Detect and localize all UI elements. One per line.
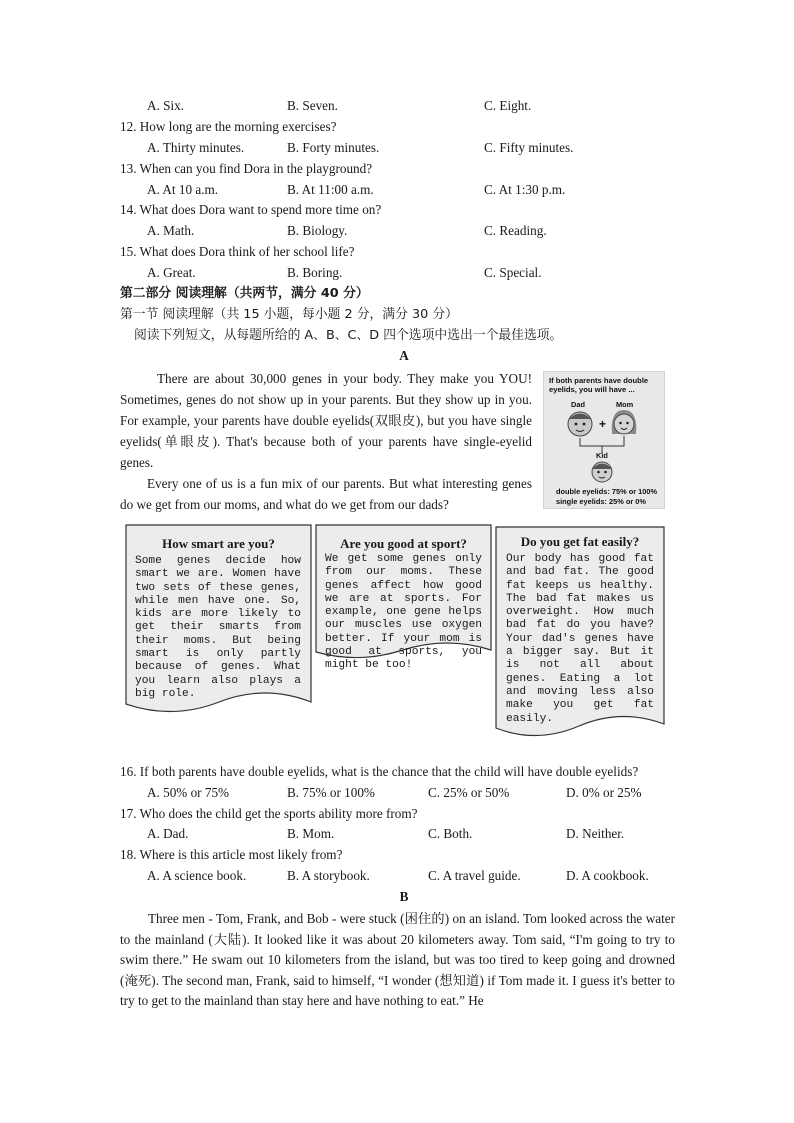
q15-option-a: A. Great. — [147, 265, 196, 280]
q13-stem: 13. When can you find Dora in the playground? — [120, 161, 373, 176]
box-sport-text: We get some genes only from our moms. These genes affect how good we are at sports. For example, one gene helps our muscles use oxygen better. If your mom is good at sports, you might be too! — [325, 553, 482, 672]
q18-option-c: C. A travel guide. — [428, 868, 521, 883]
figure-heading: If both parents have double eyelids, you will have ... — [549, 376, 649, 394]
eyelid-genetics-figure — [543, 371, 665, 509]
info-box-fat — [495, 526, 665, 748]
section1-heading: 第一节 阅读理解（共 15 小题，每小题 2 分，满分 30 分） — [120, 307, 458, 322]
figure-stat-single: single eyelids: 25% or 0% — [556, 497, 646, 506]
info-box-sport — [315, 524, 492, 672]
q15-stem: 15. What does Dora think of her school life? — [120, 244, 355, 259]
box-sport-title: Are you good at sport? — [340, 536, 467, 551]
box-fat-title: Do you get fat easily? — [520, 534, 640, 549]
q12-stem: 12. How long are the morning exercises? — [120, 119, 337, 134]
q14-option-c: C. Reading. — [484, 223, 547, 238]
q17-option-a: A. Dad. — [147, 826, 189, 841]
q11-option-c: C. Eight. — [484, 98, 532, 113]
q13-option-b: B. At 11:00 a.m. — [287, 182, 374, 197]
figure-mom-label: Mom — [616, 400, 634, 409]
figure-kid-label: Kid — [596, 451, 608, 460]
figure-stat-double: double eyelids: 75% or 100% — [556, 487, 658, 496]
q13-option-a: A. At 10 a.m. — [147, 182, 219, 197]
kid-face-icon — [592, 462, 612, 482]
q16-option-a: A. 50% or 75% — [147, 785, 230, 800]
box-fat-text: Our body has good fat and bad fat. The good fat keeps us healthy. The bad fat makes us overweight. How much bad fat do you have? Your dad's genes have a bigger say. But it is not all about genes. Eating a lot and moving less also make you get fat easily. — [506, 553, 654, 725]
box-smart-text: Some genes decide how smart we are. Women have two sets of these genes, while men have one. So, kids are more likely to get their smarts from their moms. But being smart is only partly because of genes. What you learn also plays a big role. — [135, 555, 301, 700]
passage-a-paragraph-1: There are about 30,000 genes in your body. They make you YOU! Sometimes, genes do not show up in your parents. But they show up in you. For example, your parents have double eyelids(双眼皮), but you have single eyelids(单眼皮). That's because both of your parents have single-eyelid genes. — [120, 371, 532, 470]
q17-option-b: B. Mom. — [287, 826, 335, 841]
q13-option-c: C. At 1:30 p.m. — [484, 182, 566, 197]
q17-option-c: C. Both. — [428, 826, 473, 841]
q16-stem: 16. If both parents have double eyelids, what is the chance that the child will have double eyelids? — [120, 764, 639, 779]
q14-stem: 14. What does Dora want to spend more time on? — [120, 202, 382, 217]
q16-option-c: C. 25% or 50% — [428, 785, 510, 800]
q16-option-b: B. 75% or 100% — [287, 785, 375, 800]
q16-option-d: D. 0% or 25% — [566, 785, 642, 800]
plus-icon: + — [599, 417, 607, 431]
mom-face-icon — [612, 410, 637, 434]
dad-face-icon — [568, 412, 592, 436]
instruction: 阅读下列短文，从每题所给的 A、B、C、D 四个选项中选出一个最佳选项。 — [134, 328, 563, 343]
q17-stem: 17. Who does the child get the sports ability more from? — [120, 806, 418, 821]
passage-b-label: B — [399, 889, 409, 904]
q18-option-b: B. A storybook. — [287, 868, 370, 883]
q15-option-b: B. Boring. — [287, 265, 343, 280]
passage-a-paragraph-2: Every one of us is a fun mix of our parents. But what interesting genes do we get from our moms, and what do we get from our dads? — [120, 476, 532, 512]
q15-option-c: C. Special. — [484, 265, 542, 280]
q14-option-a: A. Math. — [147, 223, 195, 238]
q11-option-a: A. Six. — [147, 98, 185, 113]
q12-option-b: B. Forty minutes. — [287, 140, 380, 155]
q12-option-c: C. Fifty minutes. — [484, 140, 574, 155]
q18-stem: 18. Where is this article most likely from? — [120, 847, 343, 862]
q12-option-a: A. Thirty minutes. — [147, 140, 245, 155]
q17-option-d: D. Neither. — [566, 826, 625, 841]
part2-heading: 第二部分 阅读理解（共两节，满分 40 分） — [120, 286, 369, 301]
passage-a-label: A — [399, 348, 409, 363]
q14-option-b: B. Biology. — [287, 223, 348, 238]
passage-b-paragraph-1: Three men - Tom, Frank, and Bob - were stuck (困住的) on an island. Tom looked across the water to the mainland (大陆). It looked like it was about 20 kilometers away. Tom said, “I'm going to try to swim there.” He swam out 10 kilometers from the island, but was too tired to keep going and drowned (淹死). The second man, Frank, said to himself, “I wonder (想知道) if Tom made it. I guess it's better to try to get to the mainland than stay here and have nothing to eat.” He — [120, 911, 675, 1008]
q11-option-b: B. Seven. — [287, 98, 338, 113]
figure-dad-label: Dad — [571, 400, 585, 409]
info-box-smart — [125, 524, 312, 721]
q18-option-d: D. A cookbook. — [566, 868, 649, 883]
q18-option-a: A. A science book. — [147, 868, 247, 883]
box-smart-title: How smart are you? — [162, 536, 275, 551]
